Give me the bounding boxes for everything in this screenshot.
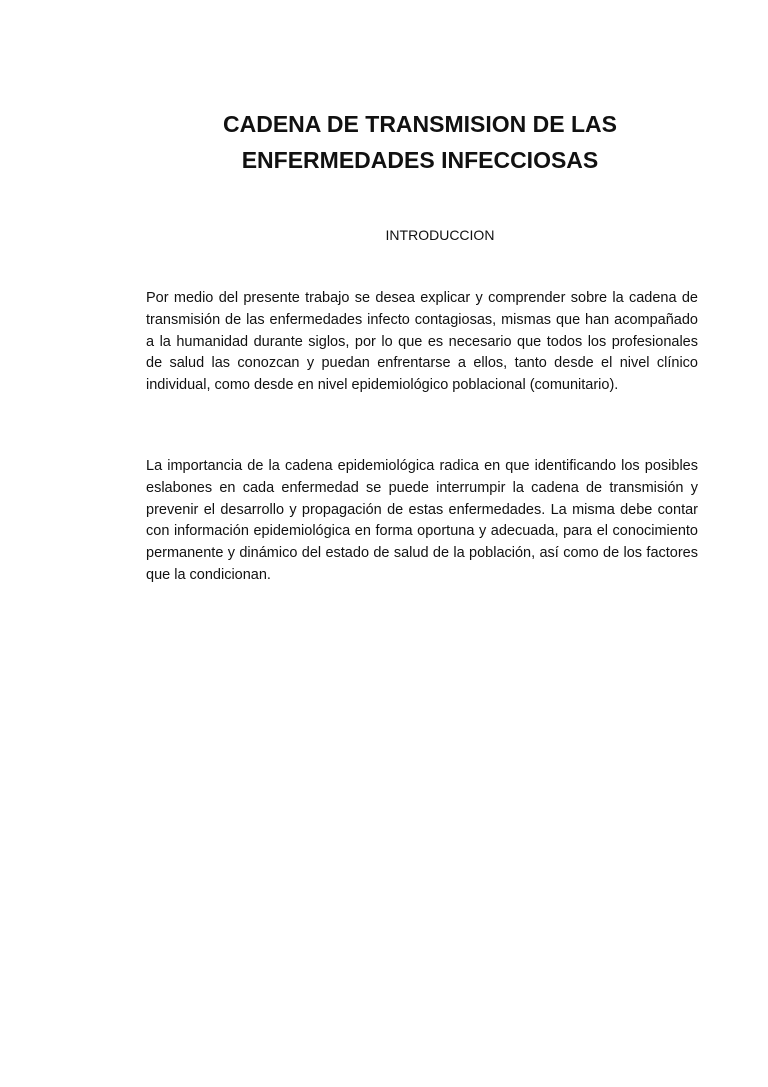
section-heading: INTRODUCCION [385,227,495,243]
title-line-2: ENFERMEDADES INFECCIOSAS [241,147,599,173]
document-title [150,106,690,178]
title-line-1: CADENA DE TRANSMISION DE LAS [223,111,617,137]
intro-paragraph-1: Por medio del presente trabajo se desea explicar y comprender sobre la cadena de transmisión de las enfermedades infecto contagiosas, mismas que han acompañado a la humanidad durante siglos, por lo que es necesario que todos los profesionales de salud las conozcan y puedan enfrentarse a ellos, tanto desde el nivel clínico individual, como desde en nivel epidemiológico poblacional (comunitario). [146,290,698,394]
intro-paragraph-2: La importancia de la cadena epidemiológica radica en que identificando los posibles eslabones en cada enfermedad se puede interrumpir la cadena de transmisión y prevenir el desarrollo y propagación de estas enfermedades. La misma debe contar con información epidemiológica en forma oportuna y adecuada, para el conocimiento permanente y dinámico del estado de salud de la población, así como de los factores que la condicionan. [146,458,698,583]
